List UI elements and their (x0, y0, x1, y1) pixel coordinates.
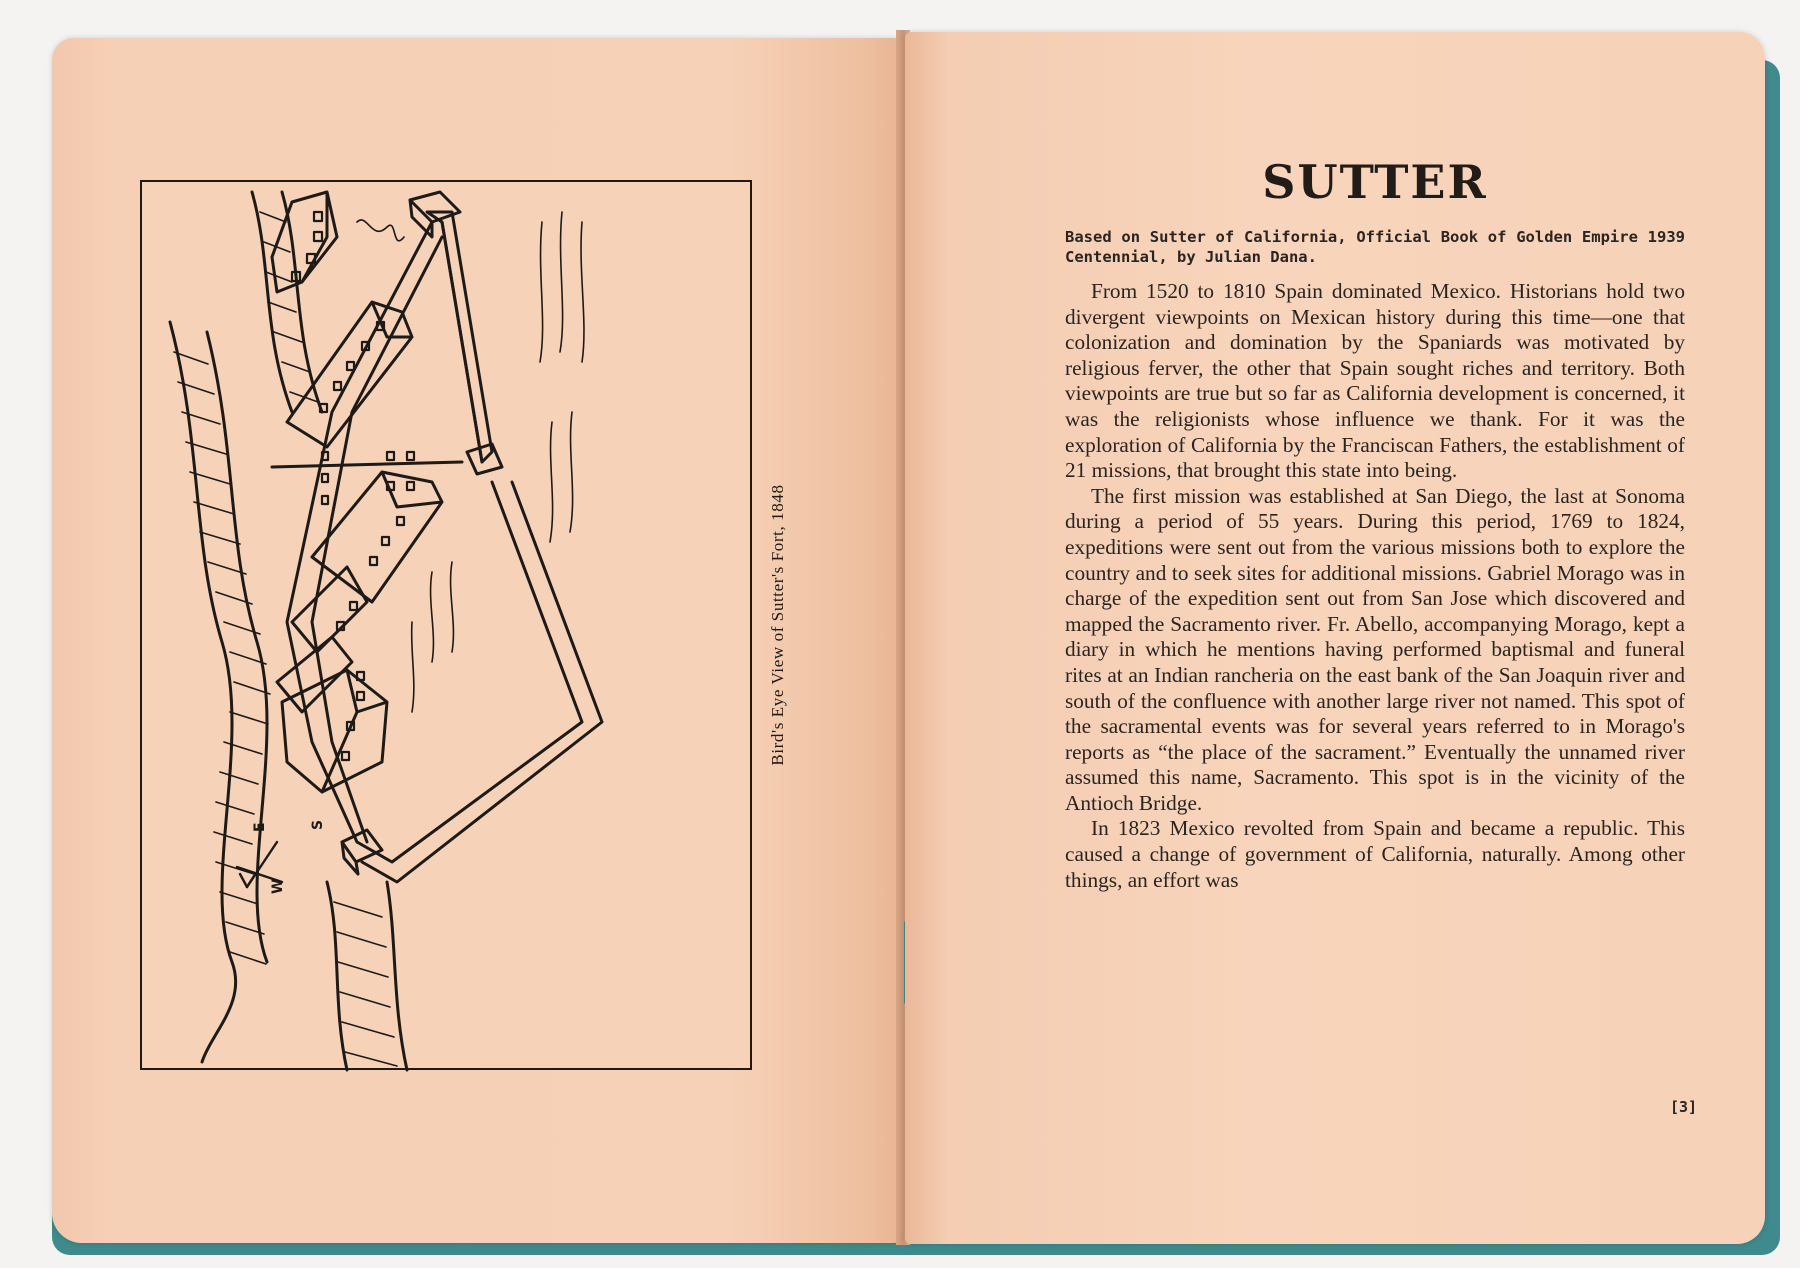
sutters-fort-illustration (140, 180, 752, 1070)
river-bank-upper (252, 192, 292, 412)
article-body (1065, 279, 1685, 893)
fort-drawing (142, 182, 754, 1072)
building-4 (282, 670, 387, 792)
building-1 (272, 192, 337, 292)
river-bank-lower (327, 882, 347, 1070)
bastion-sw (342, 830, 382, 874)
page-number: [3] (1670, 1098, 1698, 1116)
compass-label-s: S (310, 819, 326, 830)
paragraph: From 1520 to 1810 Spain dominated Mexico. Historians hold two divergent viewpoints on Mexican history during this time—one that colonization and domination by the Spaniards was motivated by religious ferver, the other that Spain sought riches and territory. Both viewpoints are true but so far as California development is concerned, it was the religionists whose influence we thank. For it was the exploration of California by the Franciscan Fathers, the establishment of 21 missions, that brought this state into being. (1065, 279, 1685, 483)
paragraph: In 1823 Mexico revolted from Spain and became a republic. This caused a change of government of California, naturally. Among other things, an effort was (1065, 816, 1685, 892)
compass-label-w: W (270, 878, 286, 894)
fort-wall-south (357, 482, 582, 862)
bastion-ne (410, 192, 460, 237)
paragraph: The first mission was established at San Diego, the last at Sonoma during a period of 55 years. During this period, 1769 to 1824, expeditions were sent out from the various missions both to explore the country and to seek sites for additional missions. Gabriel Morago was in charge of the expedition sent out from San Jose which discovered and mapped the Sacramento river. Fr. Abello, accompanying Morago, kept a diary in which he mentions having performed baptismal and funeral rites at an Indian rancheria on the east bank of the San Joaquin river and south of the confluence with another large river not named. This spot of the sacramental events was for several years referred to in Morago's reports as “the place of the sacrament.” Eventually the unnamed river assumed this name, Sacramento. This spot is in the vicinity of the Antioch Bridge. (1065, 483, 1685, 815)
page-title: SUTTER (1262, 155, 1488, 209)
article (1065, 155, 1685, 893)
compass-label-e: E (252, 822, 268, 832)
fort-wall-north (287, 222, 432, 842)
byline: Based on Sutter of California, Official Book of Golden Empire 1939 Centennial, by Julian Dana. (1065, 228, 1685, 266)
caption-text: Bird's Eye View of Sutter's Fort, 1848 (768, 484, 787, 766)
windows (292, 212, 414, 760)
